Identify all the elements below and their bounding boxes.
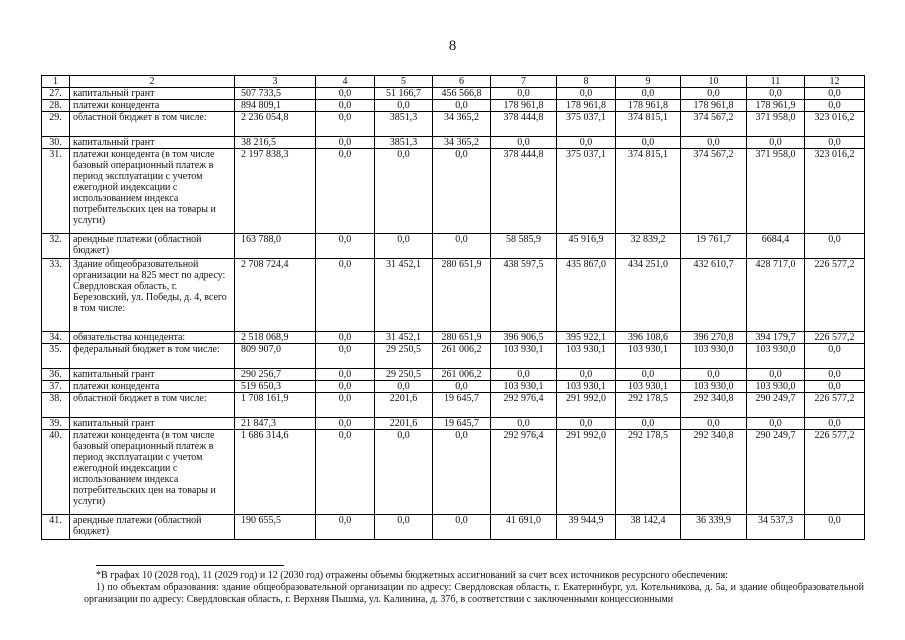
value-cell: 32 839,2 [616, 234, 681, 259]
value-cell: 45 916,9 [557, 234, 616, 259]
value-cell: 374 567,2 [681, 149, 747, 234]
value-cell: 39 944,9 [557, 515, 616, 540]
value-cell: 103 930,0 [681, 381, 747, 393]
value-cell: 103 930,0 [747, 381, 805, 393]
table-row [42, 430, 865, 515]
value-cell: 38 216,5 [235, 137, 316, 149]
budget-table [41, 75, 865, 540]
header-cell: 11 [747, 76, 805, 88]
value-cell: 438 597,5 [491, 259, 557, 332]
value-cell: 292 340,8 [681, 430, 747, 515]
row-label-cell: платежи концедента [70, 381, 235, 393]
value-cell: 0,0 [747, 137, 805, 149]
value-cell: 280 651,9 [433, 259, 491, 332]
value-cell: 58 585,9 [491, 234, 557, 259]
row-number-cell: 32. [42, 234, 70, 259]
value-cell: 0,0 [491, 418, 557, 430]
value-cell: 290 249,7 [747, 393, 805, 418]
value-cell: 0,0 [805, 418, 865, 430]
value-cell: 0,0 [316, 430, 375, 515]
value-cell: 292 976,4 [491, 430, 557, 515]
footnote [84, 570, 864, 606]
value-cell: 31 452,1 [375, 332, 433, 344]
row-number-cell: 37. [42, 381, 70, 393]
value-cell: 226 577,2 [805, 430, 865, 515]
row-label-cell: арендные платежи (областной бюджет) [70, 515, 235, 540]
footnote-line-1: *В графах 10 (2028 год), 11 (2029 год) и 12 (2030 год) отражены объемы бюджетных ассигнований за счет всех источников ресурсного обеспечения: [96, 570, 729, 581]
value-cell: 226 577,2 [805, 259, 865, 332]
value-cell: 0,0 [805, 515, 865, 540]
value-cell: 0,0 [557, 369, 616, 381]
table-row [42, 100, 865, 112]
value-cell: 371 958,0 [747, 112, 805, 137]
value-cell: 103 930,1 [557, 344, 616, 369]
value-cell: 809 907,0 [235, 344, 316, 369]
header-cell: 6 [433, 76, 491, 88]
row-label-cell: Здание общеобразовательной организации на 825 мест по адресу: Свердловская область, г. Березовский, ул. Победы, д. 4, всего в том числе: [70, 259, 235, 332]
value-cell: 428 717,0 [747, 259, 805, 332]
value-cell: 0,0 [616, 369, 681, 381]
value-cell: 434 251,0 [616, 259, 681, 332]
value-cell: 41 691,0 [491, 515, 557, 540]
value-cell: 103 930,1 [491, 344, 557, 369]
value-cell: 292 178,5 [616, 393, 681, 418]
value-cell: 0,0 [316, 344, 375, 369]
value-cell: 0,0 [805, 100, 865, 112]
value-cell: 226 577,2 [805, 332, 865, 344]
value-cell: 51 166,7 [375, 88, 433, 100]
row-number-cell: 35. [42, 344, 70, 369]
table-row [42, 393, 865, 418]
table-row [42, 259, 865, 332]
row-number-cell: 33. [42, 259, 70, 332]
row-number-cell: 34. [42, 332, 70, 344]
value-cell: 0,0 [316, 393, 375, 418]
value-cell: 29 250,5 [375, 344, 433, 369]
row-number-cell: 29. [42, 112, 70, 137]
value-cell: 0,0 [375, 100, 433, 112]
value-cell: 163 788,0 [235, 234, 316, 259]
row-number-cell: 31. [42, 149, 70, 234]
value-cell: 435 867,0 [557, 259, 616, 332]
value-cell: 894 809,1 [235, 100, 316, 112]
row-label-cell: платежи концедента (в том числе базовый операционный платеж в период эксплуатации с учетом ежегодной индексации с использованием индекса потребительских цен на товары и услуги) [70, 149, 235, 234]
row-number-cell: 38. [42, 393, 70, 418]
table-row [42, 369, 865, 381]
value-cell: 0,0 [316, 418, 375, 430]
row-label-cell: платежи концедента (в том числе базовый операционный платеж в период эксплуатации с учетом ежегодной индексации с использованием индекса потребительских цен на товары и услуги) [70, 430, 235, 515]
value-cell: 103 930,0 [747, 344, 805, 369]
value-cell: 396 108,6 [616, 332, 681, 344]
row-label-cell: арендные платежи (областной бюджет) [70, 234, 235, 259]
header-cell: 8 [557, 76, 616, 88]
value-cell: 0,0 [316, 381, 375, 393]
value-cell: 0,0 [433, 100, 491, 112]
header-cell: 12 [805, 76, 865, 88]
value-cell: 0,0 [316, 88, 375, 100]
value-cell: 374 567,2 [681, 112, 747, 137]
value-cell: 292 976,4 [491, 393, 557, 418]
row-number-cell: 40. [42, 430, 70, 515]
header-cell: 9 [616, 76, 681, 88]
value-cell: 519 650,3 [235, 381, 316, 393]
row-label-cell: платежи концедента [70, 100, 235, 112]
value-cell: 323 016,2 [805, 112, 865, 137]
value-cell: 0,0 [375, 430, 433, 515]
value-cell: 396 270,8 [681, 332, 747, 344]
header-cell: 3 [235, 76, 316, 88]
value-cell: 291 992,0 [557, 430, 616, 515]
table-header-row [42, 76, 865, 88]
value-cell: 0,0 [557, 88, 616, 100]
table-row [42, 344, 865, 369]
value-cell: 378 444,8 [491, 149, 557, 234]
value-cell: 432 610,7 [681, 259, 747, 332]
value-cell: 0,0 [316, 234, 375, 259]
value-cell: 394 179,7 [747, 332, 805, 344]
page-number: 8 [448, 38, 457, 54]
value-cell: 0,0 [316, 137, 375, 149]
value-cell: 378 444,8 [491, 112, 557, 137]
value-cell: 0,0 [747, 369, 805, 381]
value-cell: 178 961,9 [747, 100, 805, 112]
row-label-cell: областной бюджет в том числе: [70, 393, 235, 418]
value-cell: 395 922,1 [557, 332, 616, 344]
value-cell: 0,0 [616, 88, 681, 100]
value-cell: 1 708 161,9 [235, 393, 316, 418]
value-cell: 103 930,0 [681, 344, 747, 369]
value-cell: 0,0 [433, 430, 491, 515]
table-row [42, 88, 865, 100]
value-cell: 0,0 [375, 515, 433, 540]
value-cell: 36 339,9 [681, 515, 747, 540]
value-cell: 2201,6 [375, 393, 433, 418]
table-body [42, 76, 865, 540]
value-cell: 34 365,2 [433, 112, 491, 137]
value-cell: 0,0 [805, 369, 865, 381]
value-cell: 0,0 [805, 344, 865, 369]
value-cell: 375 037,1 [557, 149, 616, 234]
value-cell: 0,0 [491, 369, 557, 381]
value-cell: 0,0 [557, 418, 616, 430]
value-cell: 178 961,8 [557, 100, 616, 112]
row-number-cell: 36. [42, 369, 70, 381]
value-cell: 323 016,2 [805, 149, 865, 234]
row-label-cell: федеральный бюджет в том числе: [70, 344, 235, 369]
value-cell: 1 686 314,6 [235, 430, 316, 515]
value-cell: 0,0 [616, 418, 681, 430]
row-number-cell: 28. [42, 100, 70, 112]
value-cell: 226 577,2 [805, 393, 865, 418]
value-cell: 2201,6 [375, 418, 433, 430]
value-cell: 0,0 [681, 369, 747, 381]
table-row [42, 112, 865, 137]
row-number-cell: 27. [42, 88, 70, 100]
value-cell: 2 708 724,4 [235, 259, 316, 332]
value-cell: 29 250,5 [375, 369, 433, 381]
value-cell: 292 340,8 [681, 393, 747, 418]
value-cell: 2 518 068,9 [235, 332, 316, 344]
row-label-cell: областной бюджет в том числе: [70, 112, 235, 137]
value-cell: 31 452,1 [375, 259, 433, 332]
value-cell: 0,0 [375, 381, 433, 393]
value-cell: 0,0 [805, 234, 865, 259]
value-cell: 0,0 [681, 137, 747, 149]
value-cell: 0,0 [375, 234, 433, 259]
value-cell: 103 930,1 [616, 381, 681, 393]
value-cell: 0,0 [747, 418, 805, 430]
value-cell: 396 906,5 [491, 332, 557, 344]
row-label-cell: обязательства концедента: [70, 332, 235, 344]
value-cell: 2 197 838,3 [235, 149, 316, 234]
value-cell: 0,0 [805, 137, 865, 149]
value-cell: 103 930,1 [557, 381, 616, 393]
value-cell: 178 961,8 [491, 100, 557, 112]
value-cell: 0,0 [491, 88, 557, 100]
table-row [42, 234, 865, 259]
value-cell: 0,0 [316, 112, 375, 137]
value-cell: 280 651,9 [433, 332, 491, 344]
value-cell: 261 006,2 [433, 344, 491, 369]
value-cell: 6684,4 [747, 234, 805, 259]
value-cell: 0,0 [805, 381, 865, 393]
row-label-cell: капитальный грант [70, 369, 235, 381]
value-cell: 19 761,7 [681, 234, 747, 259]
value-cell: 507 733,5 [235, 88, 316, 100]
value-cell: 178 961,8 [616, 100, 681, 112]
table-row [42, 149, 865, 234]
value-cell: 0,0 [433, 515, 491, 540]
row-number-cell: 39. [42, 418, 70, 430]
value-cell: 0,0 [557, 137, 616, 149]
row-label-cell: капитальный грант [70, 418, 235, 430]
value-cell: 0,0 [433, 381, 491, 393]
value-cell: 0,0 [433, 149, 491, 234]
value-cell: 0,0 [316, 259, 375, 332]
header-cell: 1 [42, 76, 70, 88]
footnote-line-2: 1) по объектам образования: здание общеобразовательной организации по адресу: Свердловская область, г. Екатеринбург, ул. Котельникова, д. 5а, и здание общеобразовательной организации по адресу: Свердловская область, г. Верхняя Пышма, ул. Калинина, д. 37б, в соответствии с заключенными концессионными [84, 582, 864, 605]
value-cell: 3851,3 [375, 112, 433, 137]
value-cell: 0,0 [316, 515, 375, 540]
value-cell: 0,0 [316, 369, 375, 381]
value-cell: 2 236 054,8 [235, 112, 316, 137]
footnote-divider [96, 565, 284, 566]
value-cell: 178 961,8 [681, 100, 747, 112]
value-cell: 0,0 [316, 332, 375, 344]
value-cell: 0,0 [433, 234, 491, 259]
value-cell: 290 249,7 [747, 430, 805, 515]
value-cell: 374 815,1 [616, 112, 681, 137]
value-cell: 0,0 [805, 88, 865, 100]
row-label-cell: капитальный грант [70, 88, 235, 100]
value-cell: 190 655,5 [235, 515, 316, 540]
value-cell: 0,0 [681, 88, 747, 100]
table-row [42, 515, 865, 540]
value-cell: 261 006,2 [433, 369, 491, 381]
header-cell: 4 [316, 76, 375, 88]
value-cell: 371 958,0 [747, 149, 805, 234]
header-cell: 7 [491, 76, 557, 88]
value-cell: 103 930,1 [491, 381, 557, 393]
value-cell: 290 256,7 [235, 369, 316, 381]
value-cell: 19 645,7 [433, 393, 491, 418]
value-cell: 0,0 [316, 100, 375, 112]
value-cell: 0,0 [616, 137, 681, 149]
value-cell: 0,0 [681, 418, 747, 430]
header-cell: 5 [375, 76, 433, 88]
row-number-cell: 30. [42, 137, 70, 149]
header-cell: 2 [70, 76, 235, 88]
value-cell: 292 178,5 [616, 430, 681, 515]
value-cell: 0,0 [316, 149, 375, 234]
value-cell: 291 992,0 [557, 393, 616, 418]
row-label-cell: капитальный грант [70, 137, 235, 149]
value-cell: 0,0 [491, 137, 557, 149]
table-row [42, 418, 865, 430]
value-cell: 0,0 [747, 88, 805, 100]
value-cell: 456 566,8 [433, 88, 491, 100]
value-cell: 21 847,3 [235, 418, 316, 430]
value-cell: 34 537,3 [747, 515, 805, 540]
value-cell: 103 930,1 [616, 344, 681, 369]
value-cell: 0,0 [375, 149, 433, 234]
value-cell: 38 142,4 [616, 515, 681, 540]
value-cell: 374 815,1 [616, 149, 681, 234]
table-row [42, 137, 865, 149]
row-number-cell: 41. [42, 515, 70, 540]
value-cell: 3851,3 [375, 137, 433, 149]
table-row [42, 381, 865, 393]
value-cell: 34 365,2 [433, 137, 491, 149]
header-cell: 10 [681, 76, 747, 88]
value-cell: 19 645,7 [433, 418, 491, 430]
table-row [42, 332, 865, 344]
value-cell: 375 037,1 [557, 112, 616, 137]
